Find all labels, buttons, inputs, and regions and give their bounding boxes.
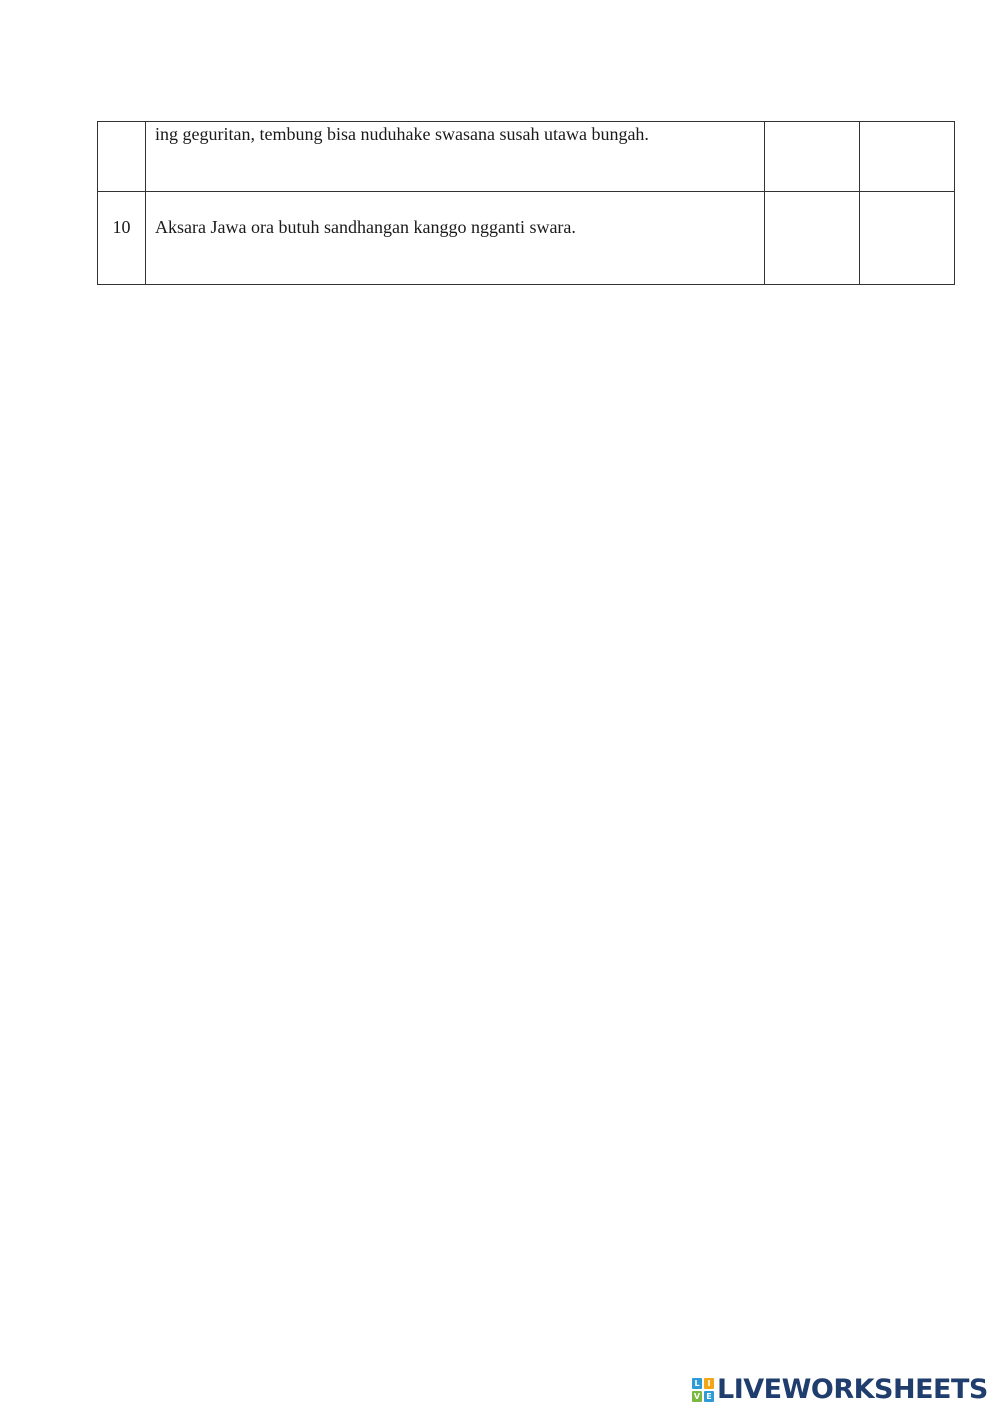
statement-cell xyxy=(146,122,765,192)
statement-cell xyxy=(146,192,765,285)
table-row xyxy=(98,122,955,192)
answer-cell-false[interactable] xyxy=(859,122,954,192)
answer-cell-true[interactable] xyxy=(764,122,859,192)
answer-cell-false[interactable] xyxy=(859,192,954,285)
liveworksheets-logo xyxy=(692,1375,988,1405)
liveworksheets-logo-text: LIVEWORKSHEETS xyxy=(717,1374,988,1405)
logo-tile-l: L xyxy=(692,1378,702,1389)
row-number-cell xyxy=(98,192,146,285)
logo-tile-v: V xyxy=(693,1392,701,1401)
statement-text: ing geguritan, tembung bisa nuduhake swasana susah utawa bungah. xyxy=(155,124,649,144)
liveworksheets-logo-icon xyxy=(692,1378,714,1402)
logo-tile-i: I xyxy=(704,1378,714,1389)
table-row xyxy=(98,192,955,285)
statement-text: Aksara Jawa ora butuh sandhangan kanggo ngganti swara. xyxy=(155,217,576,237)
answer-cell-true[interactable] xyxy=(764,192,859,285)
row-number: 10 xyxy=(112,217,131,237)
statements-table xyxy=(97,121,955,285)
row-number-cell xyxy=(98,122,146,192)
logo-tile-e: E xyxy=(704,1391,714,1402)
